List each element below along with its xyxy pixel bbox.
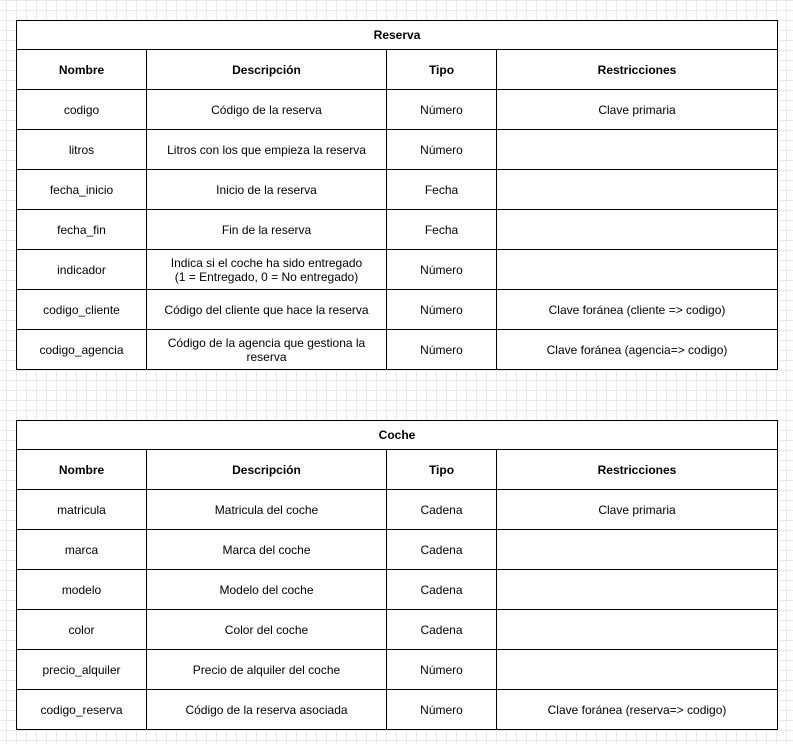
cell-nombre: marca: [17, 530, 147, 570]
cell-descripcion: Litros con los que empieza la reserva: [147, 130, 387, 170]
cell-tipo: Número: [387, 650, 497, 690]
cell-nombre: modelo: [17, 570, 147, 610]
table-row: [17, 610, 778, 650]
table-header-row: [17, 450, 778, 490]
header-nombre: Nombre: [17, 450, 147, 490]
cell-restricciones: Clave foránea (cliente => codigo): [497, 290, 778, 330]
cell-descripcion: Modelo del coche: [147, 570, 387, 610]
cell-restricciones: [497, 170, 778, 210]
cell-nombre: fecha_inicio: [17, 170, 147, 210]
cell-descripcion: Matricula del coche: [147, 490, 387, 530]
cell-restricciones: Clave primaria: [497, 490, 778, 530]
cell-tipo: Fecha: [387, 210, 497, 250]
table-title-row: [17, 421, 778, 450]
cell-restricciones: [497, 250, 778, 290]
cell-restricciones: Clave foránea (reserva=> codigo): [497, 690, 778, 730]
cell-descripcion: Código de la reserva: [147, 90, 387, 130]
table-row: [17, 130, 778, 170]
cell-nombre: color: [17, 610, 147, 650]
cell-descripcion: Fin de la reserva: [147, 210, 387, 250]
cell-tipo: Número: [387, 330, 497, 370]
table-row: [17, 490, 778, 530]
header-nombre: Nombre: [17, 50, 147, 90]
cell-nombre: indicador: [17, 250, 147, 290]
cell-restricciones: [497, 610, 778, 650]
table-row: [17, 250, 778, 290]
table-row: [17, 330, 778, 370]
cell-restricciones: Clave primaria: [497, 90, 778, 130]
cell-descripcion: Marca del coche: [147, 530, 387, 570]
cell-nombre: codigo_agencia: [17, 330, 147, 370]
cell-nombre: codigo: [17, 90, 147, 130]
cell-restricciones: [497, 650, 778, 690]
table-row: [17, 170, 778, 210]
cell-tipo: Cadena: [387, 490, 497, 530]
cell-nombre: fecha_fin: [17, 210, 147, 250]
table-title-row: [17, 21, 778, 50]
table-title: Reserva: [17, 21, 778, 50]
header-tipo: Tipo: [387, 50, 497, 90]
table-title: Coche: [17, 421, 778, 450]
header-descripcion: Descripción: [147, 450, 387, 490]
cell-nombre: precio_alquiler: [17, 650, 147, 690]
cell-descripcion: Color del coche: [147, 610, 387, 650]
table-row: [17, 290, 778, 330]
cell-tipo: Cadena: [387, 530, 497, 570]
cell-descripcion: Inicio de la reserva: [147, 170, 387, 210]
cell-restricciones: [497, 130, 778, 170]
entity-table-coche: [16, 420, 778, 730]
cell-restricciones: Clave foránea (agencia=> codigo): [497, 330, 778, 370]
table-header-row: [17, 50, 778, 90]
header-tipo: Tipo: [387, 450, 497, 490]
cell-tipo: Fecha: [387, 170, 497, 210]
cell-restricciones: [497, 530, 778, 570]
cell-tipo: Número: [387, 290, 497, 330]
entity-table-reserva: [16, 20, 778, 370]
header-restricciones: Restricciones: [497, 50, 778, 90]
table-row: [17, 210, 778, 250]
cell-restricciones: [497, 570, 778, 610]
table-row: [17, 690, 778, 730]
cell-nombre: matricula: [17, 490, 147, 530]
cell-descripcion: Indica si el coche ha sido entregado (1 = Entregado, 0 = No entregado): [147, 250, 387, 290]
cell-tipo: Número: [387, 90, 497, 130]
table-row: [17, 90, 778, 130]
header-descripcion: Descripción: [147, 50, 387, 90]
cell-descripcion: Precio de alquiler del coche: [147, 650, 387, 690]
cell-tipo: Número: [387, 250, 497, 290]
table-row: [17, 570, 778, 610]
cell-nombre: codigo_cliente: [17, 290, 147, 330]
cell-nombre: codigo_reserva: [17, 690, 147, 730]
header-restricciones: Restricciones: [497, 450, 778, 490]
cell-tipo: Número: [387, 130, 497, 170]
cell-nombre: litros: [17, 130, 147, 170]
cell-tipo: Número: [387, 690, 497, 730]
table-row: [17, 650, 778, 690]
cell-tipo: Cadena: [387, 610, 497, 650]
cell-descripcion: Código de la reserva asociada: [147, 690, 387, 730]
cell-descripcion: Código de la agencia que gestiona la reserva: [147, 330, 387, 370]
table-row: [17, 530, 778, 570]
cell-restricciones: [497, 210, 778, 250]
cell-tipo: Cadena: [387, 570, 497, 610]
cell-descripcion: Código del cliente que hace la reserva: [147, 290, 387, 330]
